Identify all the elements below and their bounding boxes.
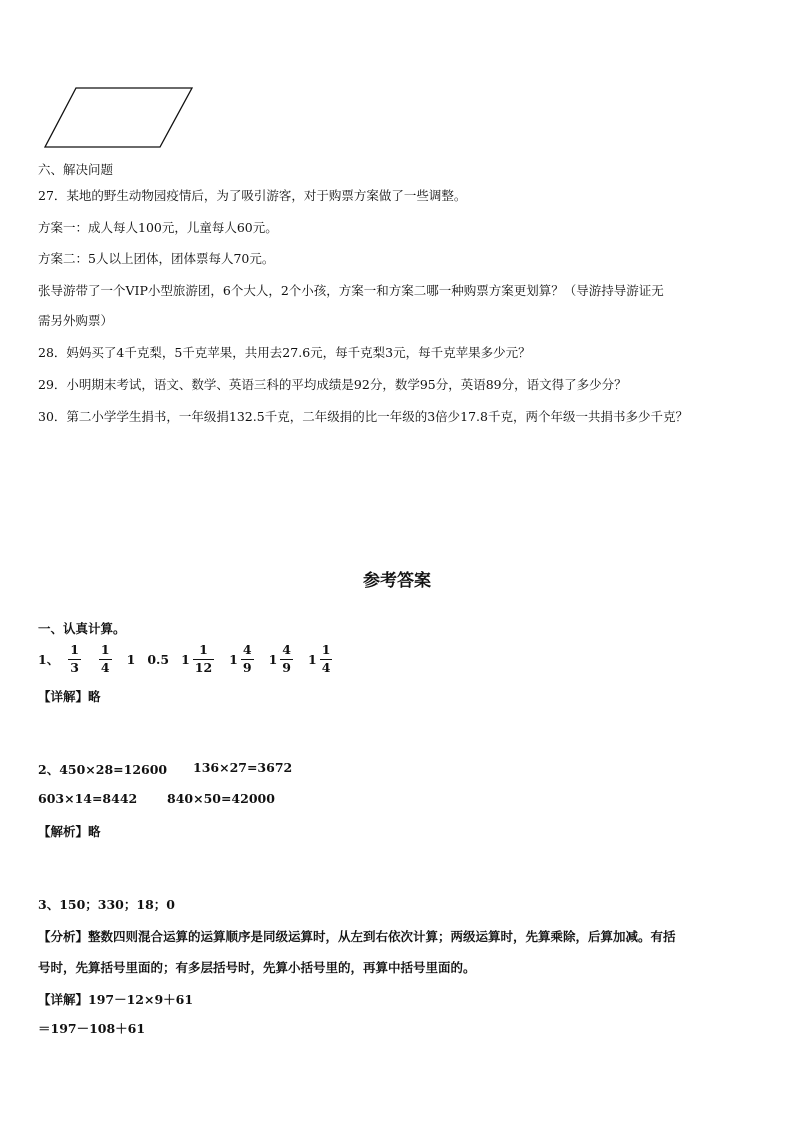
- section-six-heading: 六、解决问题: [38, 162, 114, 177]
- answer-2-line2-a: 603×14=8442: [38, 791, 138, 806]
- answer-1-item-5: 1 $\frac{1}{12}$: [181, 642, 213, 675]
- answer-2-line1-a: 2、450×28=12600: [38, 762, 168, 777]
- answer-1-item-1: $\frac{1}{3}$: [70, 642, 79, 675]
- question-29: 29．小明期末考试，语文、数学、英语三科的平均成绩是92分，数学95分，英语89分，语文得了多少分？: [38, 377, 627, 392]
- answer-1-item-3: 1: [126, 651, 136, 667]
- answers-title: 参考答案: [363, 571, 431, 591]
- answer-3-line: 3、150；330；18；0: [38, 897, 175, 912]
- answer-1-item-6: 1 $\frac{4}{9}$: [229, 642, 252, 675]
- answer-2-line2-b: 840×50=42000: [167, 791, 275, 806]
- answer-2-analysis: 【解析】略: [38, 824, 101, 839]
- answer-1-item-2: $\frac{1}{4}$: [100, 642, 110, 675]
- question-27-plan2: 方案二：5人以上团体，团体票每人70元。: [38, 251, 275, 266]
- question-27-intro: 27．某地的野生动物园疫情后，为了吸引游客，对于购票方案做了一些调整。: [38, 188, 467, 203]
- answer-1-item-4: 0.5: [147, 651, 170, 667]
- answers-part1-heading: 一、认真计算。: [38, 621, 126, 636]
- question-27-question-line2: 需另外购票）: [38, 313, 114, 328]
- answer-3-detail-line1: 【详解】197－12×9＋61: [38, 992, 194, 1007]
- answer-3-analysis-line2: 号时，先算括号里面的；有多层括号时，先算小括号里的，再算中括号里面的。: [38, 960, 476, 975]
- question-27-plan1: 方案一：成人每人100元，儿童每人60元。: [38, 220, 278, 235]
- answer-2-line1-b: 136×27=3672: [193, 760, 293, 775]
- question-28: 28．妈妈买了4千克梨，5千克苹果，共用去27.6元，每千克梨3元，每千克苹果多少元？: [38, 345, 531, 360]
- answer-1-detail: 【详解】略: [38, 689, 101, 704]
- parallelogram-figure: [42, 84, 198, 150]
- answer-1-index: 1、: [38, 652, 60, 667]
- question-27-question-line1: 张导游带了一个VIP小型旅游团，6个大人，2个小孩，方案一和方案二哪一种购票方案更划算？（导游持导游证无: [38, 283, 664, 298]
- answer-3-detail-line2: ＝197－108＋61: [38, 1021, 146, 1036]
- answer-3-analysis-line1: 【分析】整数四则混合运算的运算顺序是同级运算时，从左到右依次计算；两级运算时，先算乘除，后算加减。有括: [38, 929, 676, 944]
- answer-1-row: [38, 637, 335, 681]
- question-30: 30．第二小学学生捐书，一年级捐132.5千克，二年级捐的比一年级的3倍少17.8千克，两个年级一共捐书多少千克？: [38, 409, 688, 424]
- answer-1-item-8: 1 $\frac{1}{4}$: [307, 642, 331, 675]
- answer-1-item-7: 1 $\frac{4}{9}$: [268, 642, 291, 675]
